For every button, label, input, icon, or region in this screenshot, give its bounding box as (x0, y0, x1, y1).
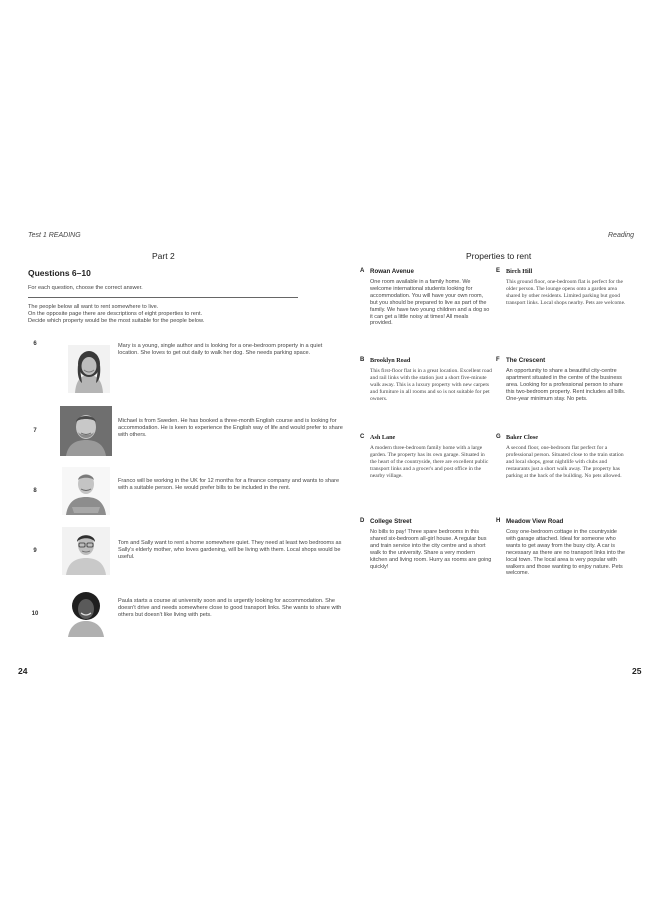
instruction: For each question, choose the correct answer. (28, 285, 143, 291)
divider (28, 297, 298, 298)
property-letter: B (360, 357, 365, 363)
page-number: 24 (18, 666, 28, 676)
person-description: Michael is from Sweden. He has booked a three-month English course and is looking for accommodation. He is keen to experience the English way of life and would prefer to share with others. (118, 418, 343, 438)
property-description: A second floor, one-bedroom flat perfect for a professional person. Situated close to the train station and local shops, great nightlife with clubs and restaurants just a short walk away. The property has parking at the back of the building. No pets allowed. (506, 445, 624, 479)
properties-title: Properties to rent (466, 251, 532, 261)
property-description: One room available in a family home. We welcome international students looking for accommodation. You will have your own room, but you should be prepared to live as part of the family. We have two young children and a dog so it can get a little noisy at times! All meals provided. (370, 279, 490, 327)
intro-line: On the opposite page there are descriptions of eight properties to rent. (28, 311, 203, 317)
man-arms-crossed-photo (62, 467, 110, 515)
question-number: 8 (33, 488, 37, 494)
running-header-right: Reading (608, 232, 635, 239)
property-name: The Crescent (506, 357, 546, 364)
property-name: Baker Close (506, 434, 539, 441)
property-description: No bills to pay! Three spare bedrooms in this shared six-bedroom all-girl house. A regular bus and train service into the city centre and a short walk to the university. Share a very modern kitchen and living room. Hurry as rooms are going quickly! (370, 529, 492, 570)
intro-line: The people below all want to rent somewhere to live. (28, 304, 159, 310)
property-name: Meadow View Road (506, 518, 564, 525)
property-name: Brooklyn Road (370, 357, 411, 364)
property-letter: G (496, 434, 501, 440)
intro (28, 304, 308, 325)
property-name: Rowan Avenue (370, 268, 414, 275)
question-number: 7 (33, 428, 37, 434)
property-name: Ash Lane (370, 434, 396, 441)
property-name: College Street (370, 518, 412, 525)
man-beard-photo (60, 406, 112, 456)
property-name: Birch Hill (506, 268, 533, 275)
person-description: Paula starts a course at university soon and is urgently looking for accommodation. She doesn't drive and needs somewhere close to good transport links. She wants to share with others but doesn't like living with pets. (118, 598, 342, 618)
question-number: 9 (33, 548, 37, 554)
property-letter: H (496, 518, 501, 524)
property-description: This first-floor flat is in a great location. Excellent road and rail links with the station just a short five-minute walk away. This is a luxury property with new carpets and furniture in all rooms and so is not suitable for pet owners. (370, 368, 492, 402)
property-description: Cosy one-bedroom cottage in the countryside with garage attached. Ideal for someone who wants to get away from the busy city. A car is necessary as there are no transport links into the local town. The local area is very popular with walkers and those wanting to enjoy nature. Pets welcome. (506, 529, 625, 577)
person-description: Tom and Sally want to rent a home somewhere quiet. They need at least two bedrooms as Sally's elderly mother, who loves gardening, will be living with them. Local shops would be useful. (118, 540, 342, 560)
running-header-left: Test 1 READING (28, 232, 81, 239)
person-description: Franco will be working in the UK for 12 months for a finance company and wants to share with a suitable person. He would prefer bills to be included in the rent. (118, 478, 340, 491)
property-letter: A (360, 268, 365, 274)
intro-line: Decide which property would be the most suitable for the people below. (28, 318, 205, 324)
property-letter: D (360, 518, 365, 524)
property-description: This ground floor, one-bedroom flat is perfect for the older person. The lounge opens onto a garden area shared by other residents. Limited parking but good transport links. Local shops nearby. Pets are welcome. (506, 279, 626, 306)
page-number: 25 (632, 666, 642, 676)
person-description: Mary is a young, single author and is looking for a one-bedroom property in a quiet location. She loves to get out daily to walk her dog. She needs parking space. (118, 343, 323, 356)
property-letter: C (360, 434, 365, 440)
woman-smiling-photo (68, 345, 110, 393)
property-letter: F (496, 357, 500, 363)
property-letter: E (496, 268, 501, 274)
question-number: 10 (31, 611, 39, 617)
man-glasses-photo (62, 527, 110, 575)
property-description: A modern three-bedroom family home with a large garden. The property has its own garage. Situated in the heart of the countryside, there are excellent public transport links and a grocer's and post office in the nearby village. (370, 445, 489, 479)
woman-curly-hair-photo (60, 589, 112, 637)
part-title: Part 2 (152, 251, 175, 261)
question-number: 6 (33, 341, 37, 347)
property-description: An opportunity to share a beautiful city-centre apartment situated in the centre of the business area. Looking for a professional person to share this two-bedroom property. Rent includes all bills. One-year minimum stay. No pets. (506, 368, 626, 402)
questions-title: Questions 6–10 (28, 268, 91, 278)
